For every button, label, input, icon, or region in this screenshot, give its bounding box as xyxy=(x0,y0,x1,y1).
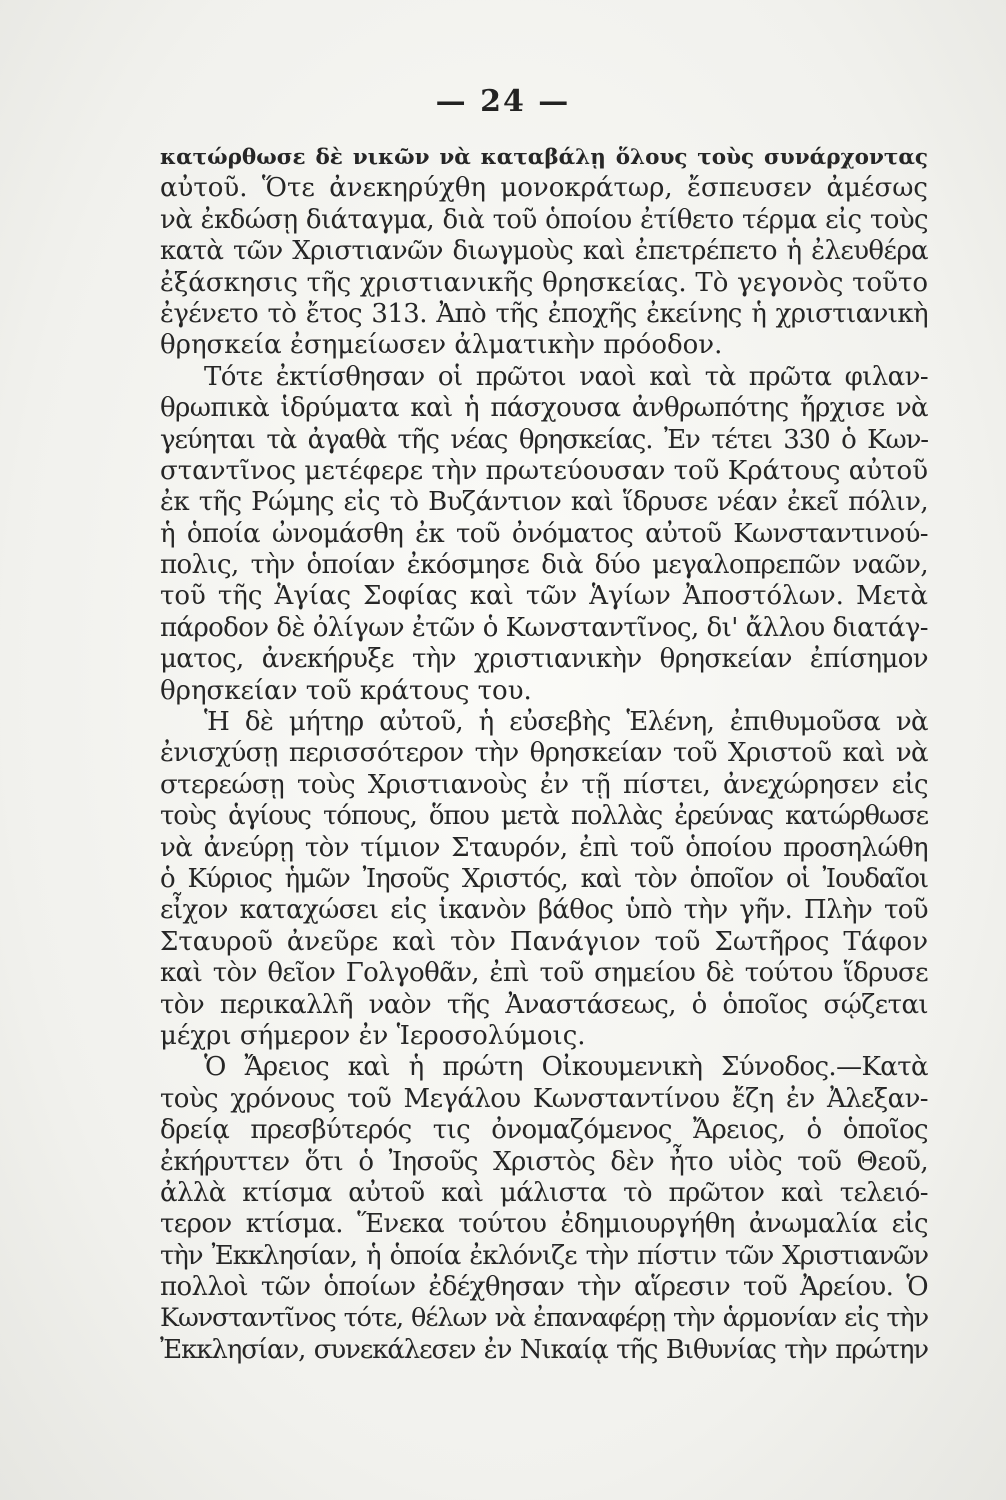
text-line: στερεώσῃ τοὺς Χριστιανοὺς ἐν τῇ πίστει, ἀνεχώρησεν εἰς xyxy=(160,769,928,800)
text-line: Σταυροῦ ἀνεῦρε καὶ τὸν Πανάγιον τοῦ Σωτῆρος Τάφον xyxy=(160,926,928,957)
text-line: Ἐκκλησίαν, συνεκάλεσεν ἐν Νικαίᾳ τῆς Βιθυνίας τὴν πρώτην xyxy=(160,1334,928,1365)
text-line: πολις, τὴν ὁποίαν ἐκόσμησε διὰ δύο μεγαλοπρεπῶν ναῶν, xyxy=(160,550,928,581)
text-line: ὁ Κύριος ἡμῶν Ἰησοῦς Χριστός, καὶ τὸν ὁποῖον οἱ Ἰουδαῖοι xyxy=(160,863,928,894)
text-line: ἐκ τῆς Ρώμης εἰς τὸ Βυζάντιον καὶ ἵδρυσε νέαν ἐκεῖ πόλιν, xyxy=(160,487,928,518)
text-line: αὐτοῦ. Ὅτε ἀνεκηρύχθη μονοκράτωρ, ἔσπευσεν ἀμέσως xyxy=(160,173,928,204)
text-line: μέχρι σήμερον ἐν Ἱεροσολύμοις. xyxy=(160,1020,586,1051)
text-line: Ὁ Ἄρειος καὶ ἡ πρώτη Οἰκουμενικὴ Σύνοδος.—Κατὰ xyxy=(204,1052,928,1083)
text-line: ἐγένετο τὸ ἔτος 313. Ἀπὸ τῆς ἐποχῆς ἐκείνης ἡ χριστιανικὴ xyxy=(160,298,928,329)
text-line: τερον κτίσμα. Ἕνεκα τούτου ἐδημιουργήθη ἀνωμαλία εἰς xyxy=(160,1209,928,1240)
text-line: ἐξάσκησις τῆς χριστιανικῆς θρησκείας. Τὸ γεγονὸς τοῦτο xyxy=(160,267,928,298)
text-line: ματος, ἀνεκήρυξε τὴν χριστιανικὴν θρησκείαν ἐπίσημον xyxy=(160,644,928,675)
body-text xyxy=(160,142,928,1366)
text-line: θρησκείαν τοῦ κράτους του. xyxy=(160,675,532,706)
page-number: — 24 — xyxy=(435,84,571,119)
text-line: ἐκήρυττεν ὅτι ὁ Ἰησοῦς Χριστὸς δὲν ἦτο υἱὸς τοῦ Θεοῦ, xyxy=(160,1146,928,1177)
text-line: καὶ τὸν θεῖον Γολγοθᾶν, ἐπὶ τοῦ σημείου δὲ τούτου ἵδρυσε xyxy=(160,958,928,989)
text-line: τοὺς ἁγίους τόπους, ὅπου μετὰ πολλὰς ἐρεύνας κατώρθωσε xyxy=(160,801,928,832)
text-line: ἀλλὰ κτίσμα αὐτοῦ καὶ μάλιστα τὸ πρῶτον καὶ τελειό- xyxy=(160,1177,928,1208)
text-line: τοὺς χρόνους τοῦ Μεγάλου Κωνσταντίνου ἔζη ἐν Ἀλεξαν- xyxy=(160,1083,928,1114)
text-line: νὰ ἐκδώσῃ διάταγμα, διὰ τοῦ ὁποίου ἐτίθετο τέρμα εἰς τοὺς xyxy=(160,204,928,235)
text-line: πολλοὶ τῶν ὁποίων ἐδέχθησαν τὴν αἵρεσιν τοῦ Ἀρείου. Ὁ xyxy=(160,1272,928,1303)
text-line: θρησκεία ἐσημείωσεν ἀλματικὴν πρόοδον. xyxy=(160,330,723,361)
text-line: τὴν Ἐκκλησίαν, ἡ ὁποία ἐκλόνιζε τὴν πίστιν τῶν Χριστιανῶν xyxy=(160,1240,928,1271)
text-line: νὰ ἀνεύρῃ τὸν τίμιον Σταυρόν, ἐπὶ τοῦ ὁποίου προσηλώθη xyxy=(160,832,928,863)
text-line: τὸν περικαλλῆ ναὸν τῆς Ἀναστάσεως, ὁ ὁποῖος σῴζεται xyxy=(160,989,928,1020)
text-line: Τότε ἐκτίσθησαν οἱ πρῶτοι ναοὶ καὶ τὰ πρῶτα φιλαν- xyxy=(204,361,928,392)
text-line: κατώρθωσε δὲ νικῶν νὰ καταβάλῃ ὅλους τοὺς συνάρχοντας xyxy=(160,145,928,170)
text-line: γεύηται τὰ ἀγαθὰ τῆς νέας θρησκείας. Ἐν τέτει 330 ὁ Κων- xyxy=(160,424,928,455)
text-line: κατὰ τῶν Χριστιανῶν διωγμοὺς καὶ ἐπετρέπετο ἡ ἐλευθέρα xyxy=(160,236,928,267)
text-line: τοῦ τῆς Ἁγίας Σοφίας καὶ τῶν Ἁγίων Ἀποστόλων. Μετὰ xyxy=(160,581,928,612)
text-line: πάροδον δὲ ὀλίγων ἐτῶν ὁ Κωνσταντῖνος, δι' ἄλλου διατάγ- xyxy=(160,612,928,643)
text-line: θρωπικὰ ἱδρύματα καὶ ἡ πάσχουσα ἀνθρωπότης ἤρχισε νὰ xyxy=(160,393,928,424)
text-line: εἶχον καταχώσει εἰς ἱκανὸν βάθος ὑπὸ τὴν γῆν. Πλὴν τοῦ xyxy=(160,895,928,926)
text-line: Ἡ δὲ μήτηρ αὐτοῦ, ἡ εὐσεβὴς Ἑλένη, ἐπιθυμοῦσα νὰ xyxy=(204,707,928,738)
text-line: Κωνσταντῖνος τότε, θέλων νὰ ἐπαναφέρῃ τὴν ἁρμονίαν εἰς τὴν xyxy=(160,1303,928,1334)
text-line: ἐνισχύσῃ περισσότερον τὴν θρησκείαν τοῦ Χριστοῦ καὶ νὰ xyxy=(160,738,928,769)
text-line: σταντῖνος μετέφερε τὴν πρωτεύουσαν τοῦ Κράτους αὐτοῦ xyxy=(160,455,928,486)
text-line: δρείᾳ πρεσβύτερός τις ὀνομαζόμενος Ἄρειος, ὁ ὁποῖος xyxy=(160,1115,928,1146)
text-line: ἡ ὁποία ὠνομάσθη ἐκ τοῦ ὀνόματος αὐτοῦ Κωνσταντινού- xyxy=(160,518,928,549)
